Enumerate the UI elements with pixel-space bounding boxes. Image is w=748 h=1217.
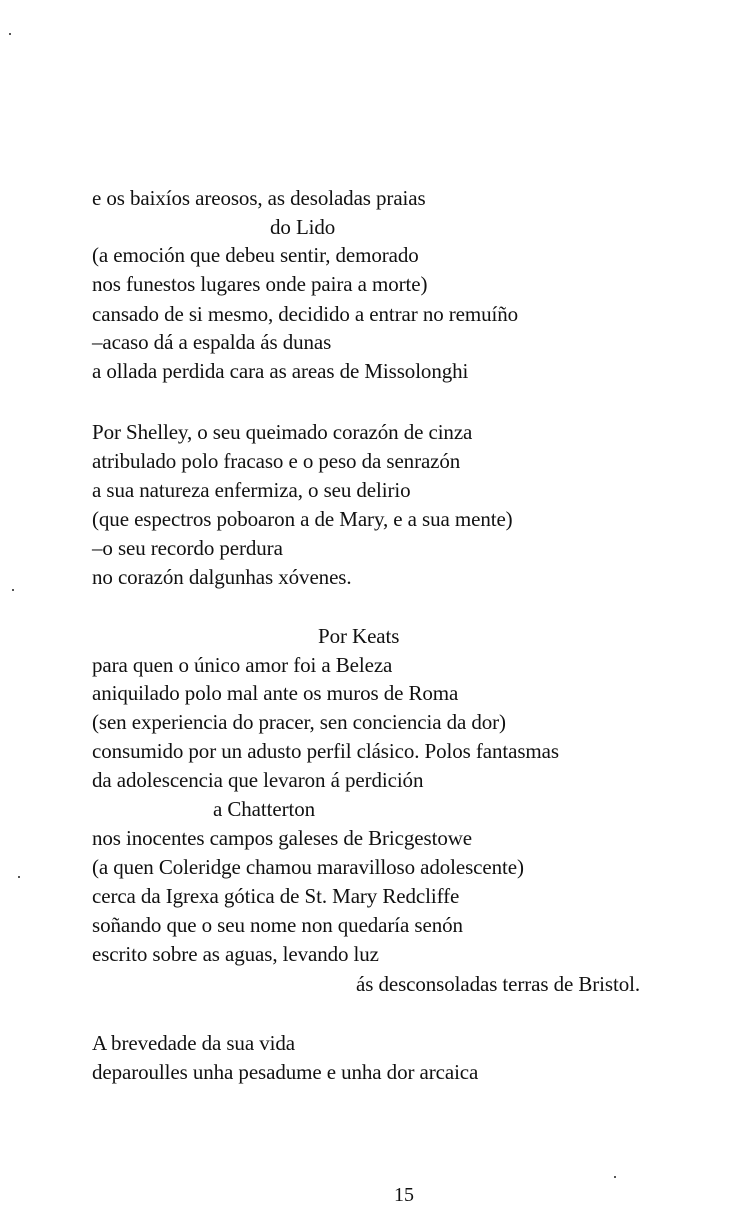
poem-line-21: nos inocentes campos galeses de Bricgestowe <box>92 826 473 850</box>
poem-line-18: consumido por un adusto perfil clásico. Polos fantasmas <box>92 739 559 763</box>
poem-line-17: (sen experiencia do pracer, sen conciencia da dor) <box>92 710 506 734</box>
poem-line-19: da adolescencia que levaron á perdición <box>92 768 424 792</box>
scan-speck <box>18 876 20 878</box>
poem-line-9: atribulado polo fracaso e o peso da senrazón <box>92 449 461 473</box>
poem-line-24: soñando que o seu nome non quedaría senón <box>92 913 463 937</box>
poem-line-15: para quen o único amor foi a Beleza <box>92 653 393 677</box>
poem-line-5: cansado de si mesmo, decidido a entrar no remuíño <box>92 302 519 326</box>
scan-speck <box>614 1176 616 1178</box>
poem-line-8: Por Shelley, o seu queimado corazón de cinza <box>92 420 473 444</box>
scan-speck <box>12 589 14 591</box>
poem-line-1: e os baixíos areosos, as desoladas praias <box>92 186 426 210</box>
poem-line-11: (que espectros poboaron a de Mary, e a sua mente) <box>92 507 513 531</box>
poem-line-2: do Lido <box>270 215 336 239</box>
poem-line-6: –acaso dá a espalda ás dunas <box>92 330 332 354</box>
poem-line-25: escrito sobre as aguas, levando luz <box>92 942 379 966</box>
poem-line-22: (a quen Coleridge chamou maravilloso adolescente) <box>92 855 524 879</box>
poem-line-14: Por Keats <box>318 624 400 648</box>
poem-line-23: cerca da Igrexa gótica de St. Mary Redcliffe <box>92 884 460 908</box>
poem-line-16: aniquilado polo mal ante os muros de Roma <box>92 681 459 705</box>
poem-line-20: a Chatterton <box>213 797 316 821</box>
poem-line-7: a ollada perdida cara as areas de Missolonghi <box>92 359 469 383</box>
poem-line-3: (a emoción que debeu sentir, demorado <box>92 243 419 267</box>
poem-line-26: ás desconsoladas terras de Bristol. <box>356 972 641 996</box>
poem-line-4: nos funestos lugares onde paira a morte) <box>92 272 428 296</box>
poem-line-10: a sua natureza enfermiza, o seu delirio <box>92 478 411 502</box>
poem-line-12: –o seu recordo perdura <box>92 536 283 560</box>
poem-line-27: A brevedade da sua vida <box>92 1031 295 1055</box>
scan-speck <box>9 33 11 35</box>
poem-line-28: deparoulles unha pesadume e unha dor arcaica <box>92 1060 479 1084</box>
poem-line-13: no corazón dalgunhas xóvenes. <box>92 565 352 589</box>
page-number: 15 <box>394 1184 414 1206</box>
